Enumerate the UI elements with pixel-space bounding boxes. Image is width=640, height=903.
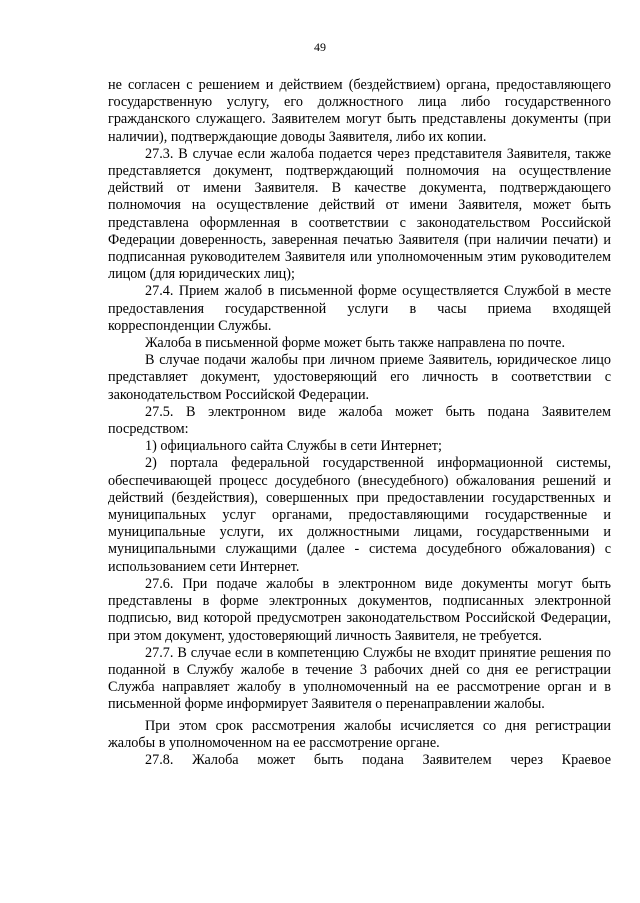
paragraph-last: 27.8. Жалоба может быть подана Заявителем через Краевое xyxy=(145,751,611,768)
paragraph: 1) официального сайта Службы в сети Интернет; xyxy=(145,438,442,455)
paragraph: 27.5. В электронном виде жалоба может быть подана Заявителем посредством: xyxy=(108,403,611,438)
paragraph: 27.6. При подаче жалобы в электронном виде документы могут быть представлены в форме электронных документов, подписанных электронной подписью, вид которой предусмотрен законодательством Российской Федерации, при этом документ, удостоверяющий личность Заявителя, не требуется. xyxy=(108,575,611,644)
paragraph: 2) портала федеральной государственной информационной системы, обеспечивающей процесс досудебного (внесудебного) обжалования решений и действий (бездействия), совершенных при предоставлении государственных и муниципальных услуг органами, предоставляющими государственные и муниципальные услуги, их должностными лицами, государственными и муниципальными служащими (далее - система досудебного обжалования) с использованием сети Интернет. xyxy=(108,455,611,575)
paragraph: Жалоба в письменной форме может быть также направлена по почте. xyxy=(145,335,566,352)
document-body xyxy=(108,77,611,769)
paragraph: В случае подачи жалобы при личном приеме Заявитель, юридическое лицо представляет документ, удостоверяющий его личность в соответствии с законодательством Российской Федерации. xyxy=(108,352,611,403)
paragraph: При этом срок рассмотрения жалобы исчисляется со дня регистрации жалобы в уполномоченном на ее рассмотрение органе. xyxy=(108,717,611,751)
paragraph: 27.7. В случае если в компетенцию Службы не входит принятие решения по поданной в Службу жалобе в течение 3 рабочих дней со дня ее регистрации Служба направляет жалобу в уполномоченный на ее рассмотрение орган и в письменной форме информирует Заявителя о перенаправлении жалобы. xyxy=(108,644,611,713)
paragraph: не согласен с решением и действием (бездействием) органа, предоставляющего государственную услугу, его должностного лица либо государственного гражданского служащего. Заявителем могут быть представлены документы (при наличии), подтверждающие доводы Заявителя, либо их копии. xyxy=(108,77,611,145)
paragraph: 27.4. Прием жалоб в письменной форме осуществляется Службой в месте предоставления государственной услуги в часы приема входящей корреспонденции Службы. xyxy=(108,283,611,334)
page-number: 49 xyxy=(314,40,326,54)
paragraph: 27.3. В случае если жалоба подается через представителя Заявителя, также представляется документ, подтверждающий полномочия на осуществление действий от имени Заявителя. В качестве документа, подтверждающего полномочия на осуществление действий от имени Заявителя, может быть представлена оформленная в соответствии с законодательством Российской Федерации доверенность, заверенная печатью Заявителя (при наличии печати) и подписанная руководителем Заявителя или уполномоченным этим руководителем лицом (для юридических лиц); xyxy=(108,145,611,283)
